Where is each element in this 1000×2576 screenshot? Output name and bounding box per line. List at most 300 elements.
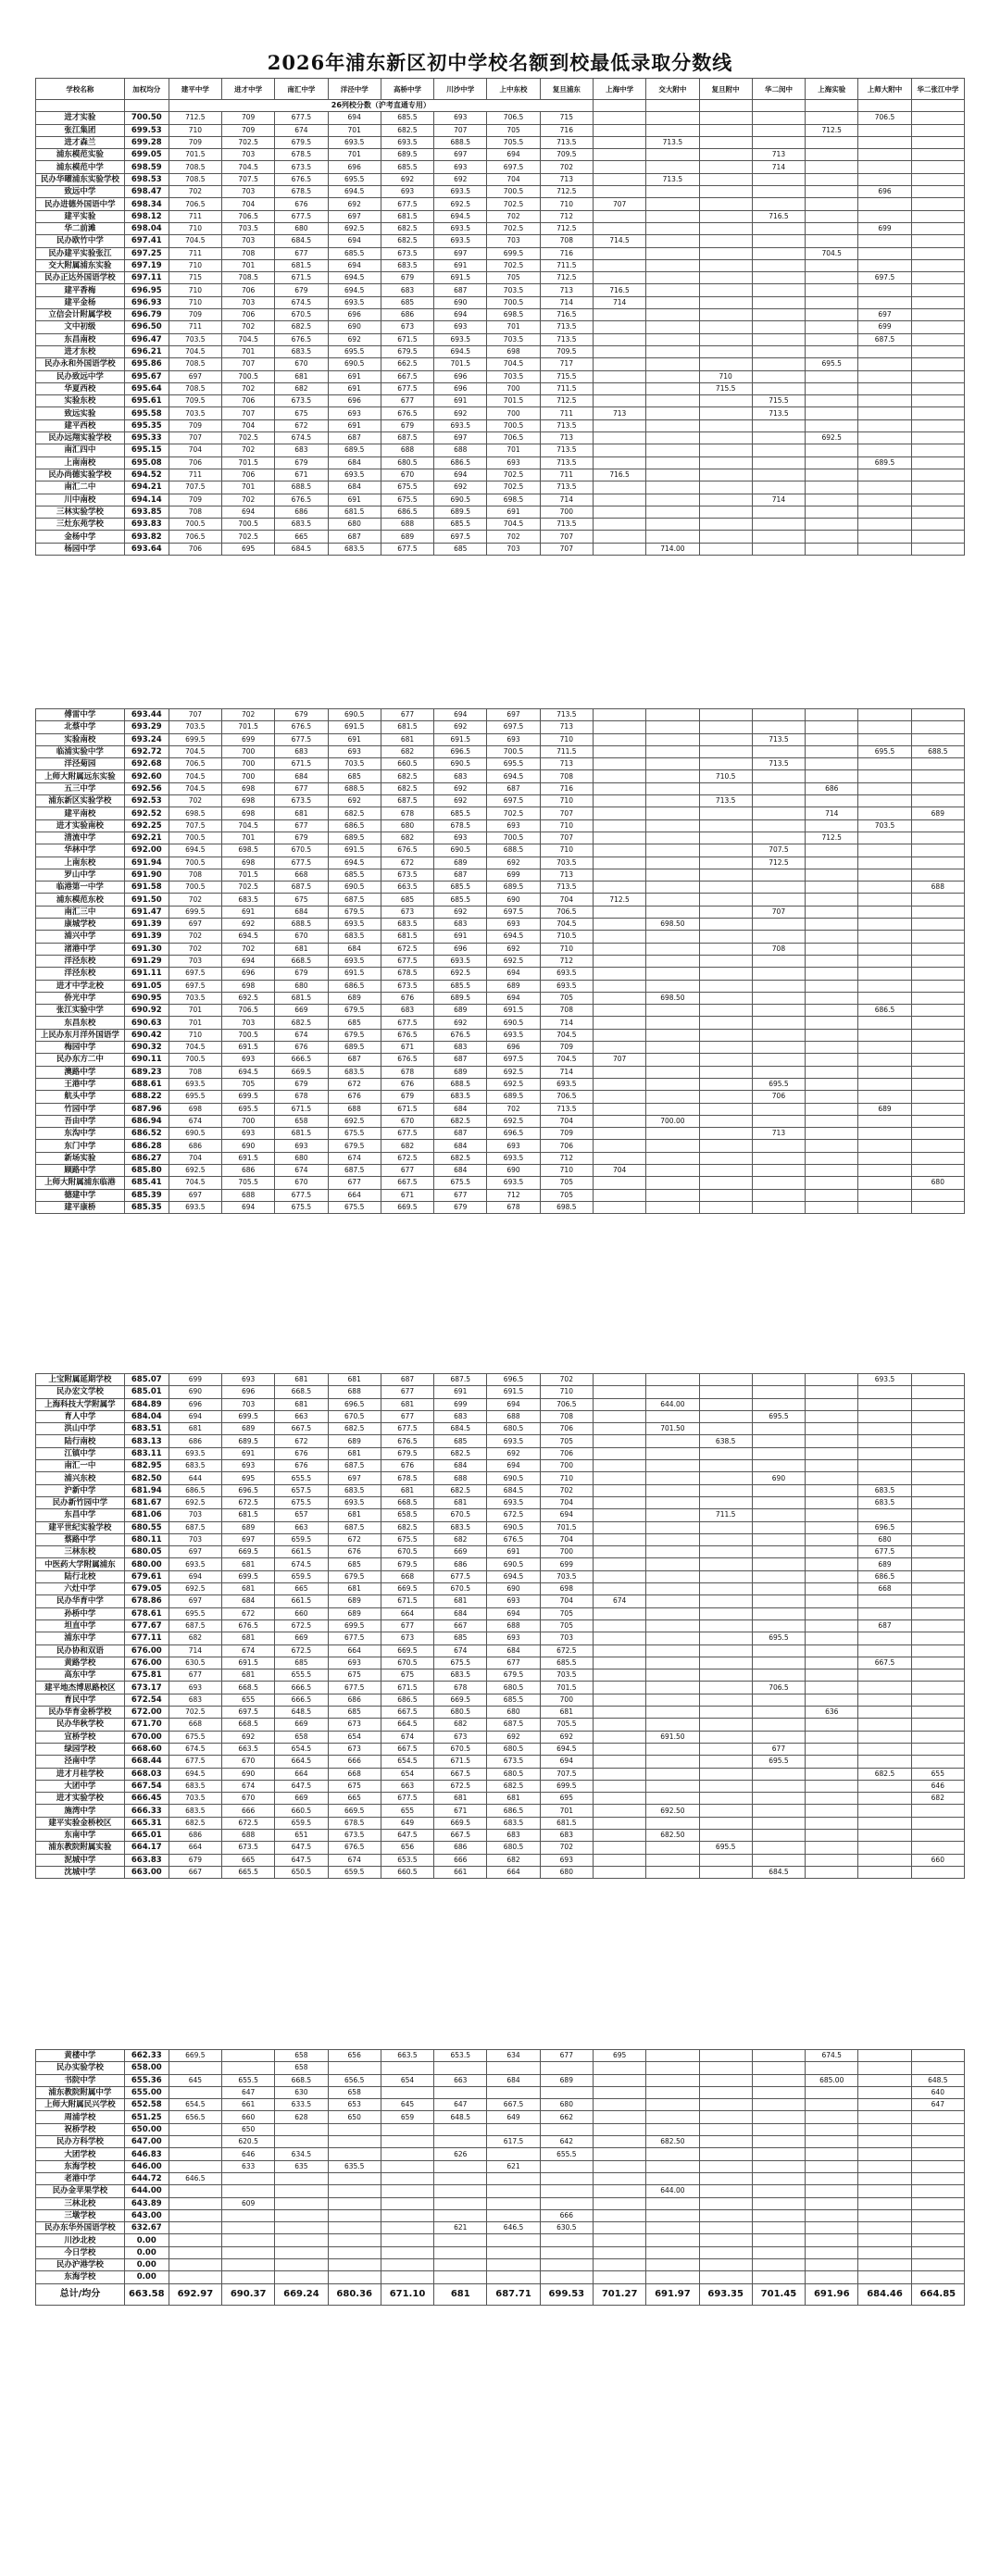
- school-name: 建平南校: [36, 807, 125, 819]
- table-row: [36, 1509, 965, 1521]
- min-score-cell: [646, 1164, 699, 1176]
- min-score-cell: 687.5: [858, 333, 911, 345]
- min-score-cell: 645: [169, 2074, 221, 2086]
- min-score-cell: [806, 1460, 858, 1472]
- min-score-cell: 658: [275, 2062, 328, 2074]
- min-score-cell: [646, 1042, 699, 1054]
- min-score-cell: [593, 955, 645, 967]
- school-name: 宣桥学校: [36, 1731, 125, 1743]
- min-score-cell: 706.5: [752, 1682, 805, 1694]
- min-score-cell: 689: [222, 1521, 275, 1533]
- min-score-cell: [646, 1780, 699, 1792]
- min-score-cell: [699, 2111, 752, 2123]
- min-score-cell: [593, 2185, 645, 2197]
- min-score-cell: [858, 1756, 911, 1768]
- min-score-cell: [858, 1066, 911, 1078]
- min-score-cell: 703.5: [540, 1570, 593, 1582]
- min-score-cell: [911, 272, 964, 284]
- min-score-cell: [646, 807, 699, 819]
- min-score-cell: 700: [540, 1460, 593, 1472]
- table-row: [36, 1484, 965, 1496]
- min-score-cell: 681: [328, 1447, 381, 1459]
- min-score-cell: 713: [752, 1128, 805, 1140]
- weighted-average: 699.53: [124, 124, 169, 136]
- min-score-cell: 712.5: [169, 112, 221, 124]
- min-score-cell: [911, 235, 964, 247]
- min-score-cell: [275, 2234, 328, 2246]
- min-score-cell: [593, 1854, 645, 1866]
- min-score-cell: 676: [275, 1042, 328, 1054]
- min-score-cell: 675.5: [434, 1177, 487, 1189]
- min-score-cell: [858, 395, 911, 407]
- min-score-cell: 677.5: [275, 1189, 328, 1201]
- min-score-cell: 683: [434, 1042, 487, 1054]
- min-score-cell: 644.00: [646, 2185, 699, 2197]
- min-score-cell: 674: [434, 1644, 487, 1657]
- min-score-cell: [646, 1842, 699, 1854]
- min-score-cell: [646, 333, 699, 345]
- min-score-cell: 677.5: [275, 112, 328, 124]
- min-score-cell: [434, 2197, 487, 2209]
- weighted-average: 691.39: [124, 919, 169, 931]
- min-score-cell: 678.5: [381, 1472, 433, 1484]
- min-score-cell: [699, 2086, 752, 2098]
- min-score-cell: [752, 1644, 805, 1657]
- min-score-cell: 702: [169, 931, 221, 943]
- min-score-cell: 674.5: [806, 2050, 858, 2062]
- table-row: [36, 2222, 965, 2234]
- table-row: [36, 235, 965, 247]
- min-score-cell: 677: [275, 247, 328, 259]
- min-score-cell: [752, 2185, 805, 2197]
- column-header: 高桥中学: [381, 79, 433, 100]
- min-score-cell: 697: [487, 709, 540, 721]
- min-score-cell: 696: [328, 309, 381, 321]
- min-score-cell: [858, 296, 911, 308]
- school-name: 侨光中学: [36, 992, 125, 1004]
- min-score-cell: 706.5: [169, 758, 221, 770]
- min-score-cell: 707: [752, 906, 805, 918]
- school-name: 张江集团: [36, 124, 125, 136]
- min-score-cell: 678.5: [381, 968, 433, 980]
- min-score-cell: 678.5: [328, 1817, 381, 1829]
- table-row: [36, 1854, 965, 1866]
- weighted-average: 695.64: [124, 382, 169, 394]
- min-score-cell: [752, 1570, 805, 1582]
- min-score-cell: [699, 419, 752, 431]
- weighted-average: 691.47: [124, 906, 169, 918]
- min-score-cell: 713.5: [540, 444, 593, 456]
- min-score-cell: 700.5: [487, 745, 540, 757]
- min-score-cell: [593, 1386, 645, 1398]
- min-score-cell: [646, 481, 699, 494]
- min-score-cell: [381, 2172, 433, 2184]
- min-score-cell: [646, 2271, 699, 2283]
- school-name: 泥城中学: [36, 1854, 125, 1866]
- min-score-cell: 688: [381, 444, 433, 456]
- min-score-cell: [381, 2062, 433, 2074]
- min-score-cell: [699, 2234, 752, 2246]
- min-score-cell: [487, 2123, 540, 2135]
- min-score-cell: [806, 992, 858, 1004]
- min-score-cell: [752, 819, 805, 832]
- min-score-cell: 689: [434, 1005, 487, 1017]
- min-score-cell: 681: [222, 1583, 275, 1595]
- min-score-cell: [858, 1854, 911, 1866]
- min-score-cell: 646.5: [487, 2222, 540, 2234]
- min-score-cell: 686: [169, 1140, 221, 1152]
- min-score-cell: [646, 531, 699, 543]
- min-score-cell: [752, 1533, 805, 1545]
- min-score-cell: [646, 709, 699, 721]
- weighted-average: 683.13: [124, 1435, 169, 1447]
- min-score-cell: 676.5: [381, 407, 433, 419]
- min-score-cell: [806, 2185, 858, 2197]
- min-score-cell: [911, 1595, 964, 1607]
- min-score-cell: 689: [911, 807, 964, 819]
- min-score-cell: 702: [487, 1103, 540, 1115]
- min-score-cell: [752, 2099, 805, 2111]
- min-score-cell: [646, 247, 699, 259]
- min-score-cell: 682.5: [381, 124, 433, 136]
- min-score-cell: 689.5: [858, 456, 911, 469]
- table-row: [36, 345, 965, 357]
- school-name: 建平实验: [36, 210, 125, 222]
- min-score-cell: [699, 1558, 752, 1570]
- min-score-cell: 681: [434, 1793, 487, 1805]
- min-score-cell: [222, 2259, 275, 2271]
- min-score-cell: 713: [540, 284, 593, 296]
- table-row: [36, 272, 965, 284]
- table-row: [36, 2050, 965, 2062]
- min-score-cell: 679.5: [381, 1558, 433, 1570]
- min-score-cell: [593, 186, 645, 198]
- min-score-cell: 701: [328, 124, 381, 136]
- min-score-cell: 682.5: [381, 235, 433, 247]
- weighted-average: 692.00: [124, 844, 169, 857]
- min-score-cell: 708: [540, 1410, 593, 1422]
- min-score-cell: 646: [911, 1780, 964, 1792]
- min-score-cell: 712: [487, 1189, 540, 1201]
- min-score-cell: [752, 1619, 805, 1632]
- min-score-cell: [752, 284, 805, 296]
- min-score-cell: [593, 1177, 645, 1189]
- min-score-cell: [646, 2062, 699, 2074]
- min-score-cell: 651: [275, 1829, 328, 1841]
- min-score-cell: 706: [540, 1140, 593, 1152]
- min-score-cell: 693: [328, 1657, 381, 1669]
- min-score-cell: 663: [275, 1521, 328, 1533]
- min-score-cell: 676.5: [275, 721, 328, 733]
- min-score-cell: [806, 1768, 858, 1780]
- min-score-cell: 696: [222, 968, 275, 980]
- min-score-cell: [646, 506, 699, 518]
- min-score-cell: 697.5: [222, 1707, 275, 1719]
- table-row: [36, 2234, 965, 2246]
- min-score-cell: 698: [487, 345, 540, 357]
- weighted-average: 695.15: [124, 444, 169, 456]
- min-score-cell: [593, 2086, 645, 2098]
- min-score-cell: [752, 1201, 805, 1213]
- table-row: [36, 210, 965, 222]
- min-score-cell: [752, 1054, 805, 1066]
- min-score-cell: 667.5: [858, 1657, 911, 1669]
- school-name: 浦东模范东校: [36, 894, 125, 906]
- min-score-cell: 665: [222, 1854, 275, 1866]
- table-row: [36, 733, 965, 745]
- table-row: [36, 247, 965, 259]
- table-row: [36, 1005, 965, 1017]
- min-score-cell: [699, 2148, 752, 2160]
- total-average: 699.53: [540, 2283, 593, 2305]
- min-score-cell: 694: [222, 506, 275, 518]
- min-score-cell: [911, 894, 964, 906]
- min-score-cell: 713.5: [752, 733, 805, 745]
- table-row: [36, 819, 965, 832]
- min-score-cell: [540, 2086, 593, 2098]
- total-average: 663.58: [124, 2283, 169, 2305]
- min-score-cell: 664: [328, 1644, 381, 1657]
- min-score-cell: [593, 782, 645, 794]
- min-score-cell: 710: [169, 1029, 221, 1041]
- min-score-cell: [911, 1657, 964, 1669]
- weighted-average: 686.28: [124, 1140, 169, 1152]
- min-score-cell: [540, 2062, 593, 2074]
- min-score-cell: [646, 1743, 699, 1755]
- min-score-cell: [911, 1017, 964, 1029]
- school-name: 民办进德外国语中学: [36, 198, 125, 210]
- min-score-cell: 667.5: [381, 370, 433, 382]
- min-score-cell: 707: [540, 807, 593, 819]
- min-score-cell: 683.5: [169, 1460, 221, 1472]
- min-score-cell: [911, 1103, 964, 1115]
- min-score-cell: 710: [169, 296, 221, 308]
- school-name: 民办华秋学校: [36, 1719, 125, 1731]
- min-score-cell: [806, 1435, 858, 1447]
- min-score-cell: [699, 1619, 752, 1632]
- min-score-cell: [752, 2123, 805, 2135]
- min-score-cell: [752, 382, 805, 394]
- min-score-cell: [752, 358, 805, 370]
- min-score-cell: 688.5: [275, 481, 328, 494]
- min-score-cell: 658.5: [381, 1509, 433, 1521]
- min-score-cell: [752, 721, 805, 733]
- min-score-cell: 660.5: [381, 1866, 433, 1878]
- min-score-cell: [646, 819, 699, 832]
- min-score-cell: [858, 1042, 911, 1054]
- min-score-cell: 659: [381, 2111, 433, 2123]
- min-score-cell: 716: [540, 247, 593, 259]
- min-score-cell: [911, 992, 964, 1004]
- min-score-cell: [646, 1607, 699, 1619]
- min-score-cell: 714.00: [646, 543, 699, 555]
- min-score-cell: 701: [222, 481, 275, 494]
- min-score-cell: 692: [434, 795, 487, 807]
- school-name: 金杨中学: [36, 531, 125, 543]
- min-score-cell: 675.5: [434, 1657, 487, 1669]
- min-score-cell: [806, 1398, 858, 1410]
- table-row: [36, 1694, 965, 1706]
- table-row: [36, 296, 965, 308]
- weighted-average: 668.60: [124, 1743, 169, 1755]
- min-score-cell: [646, 1017, 699, 1029]
- min-score-cell: [593, 2197, 645, 2209]
- min-score-cell: 703.5: [169, 407, 221, 419]
- min-score-cell: [699, 1669, 752, 1682]
- blank-cell: [646, 100, 699, 112]
- min-score-cell: [593, 345, 645, 357]
- school-name: 航头中学: [36, 1091, 125, 1103]
- min-score-cell: 706.5: [540, 1091, 593, 1103]
- min-score-cell: 685.5: [434, 980, 487, 992]
- column-header: 交大附中: [646, 79, 699, 100]
- min-score-cell: 701: [540, 1805, 593, 1817]
- min-score-cell: 677.5: [434, 1570, 487, 1582]
- min-score-cell: 693: [222, 1374, 275, 1386]
- min-score-cell: 694.5: [222, 1066, 275, 1078]
- min-score-cell: [858, 2197, 911, 2209]
- min-score-cell: 675.5: [328, 1201, 381, 1213]
- weighted-average: 681.94: [124, 1484, 169, 1496]
- weighted-average: 688.22: [124, 1091, 169, 1103]
- min-score-cell: 697.5: [487, 721, 540, 733]
- min-score-cell: [806, 309, 858, 321]
- min-score-cell: [593, 943, 645, 955]
- min-score-cell: 694: [222, 955, 275, 967]
- min-score-cell: 682: [381, 832, 433, 844]
- school-name: 民办永和外国语学校: [36, 358, 125, 370]
- min-score-cell: 681: [328, 1583, 381, 1595]
- min-score-cell: [858, 1866, 911, 1878]
- school-name: 实验东校: [36, 395, 125, 407]
- min-score-cell: [699, 1140, 752, 1152]
- min-score-cell: 679: [275, 456, 328, 469]
- table-row: [36, 906, 965, 918]
- min-score-cell: [911, 1682, 964, 1694]
- min-score-cell: [752, 1189, 805, 1201]
- min-score-cell: [752, 1152, 805, 1164]
- min-score-cell: 682.5: [434, 1152, 487, 1164]
- weighted-average: 672.00: [124, 1707, 169, 1719]
- min-score-cell: 694.5: [169, 844, 221, 857]
- min-score-cell: 703: [169, 1509, 221, 1521]
- min-score-cell: 687: [434, 869, 487, 881]
- min-score-cell: [752, 432, 805, 444]
- min-score-cell: 712.5: [540, 222, 593, 234]
- total-average: 692.97: [169, 2283, 221, 2305]
- min-score-cell: 669: [275, 1719, 328, 1731]
- min-score-cell: [699, 1657, 752, 1669]
- min-score-cell: [487, 2197, 540, 2209]
- min-score-cell: 705.5: [222, 1177, 275, 1189]
- min-score-cell: [752, 1854, 805, 1866]
- table-row: [36, 1374, 965, 1386]
- min-score-cell: 665: [275, 1583, 328, 1595]
- min-score-cell: [752, 456, 805, 469]
- min-score-cell: [911, 1201, 964, 1213]
- min-score-cell: 677: [169, 1669, 221, 1682]
- min-score-cell: 701: [222, 345, 275, 357]
- min-score-cell: [593, 1460, 645, 1472]
- min-score-cell: [911, 1115, 964, 1127]
- min-score-cell: 693: [222, 1460, 275, 1472]
- min-score-cell: 676.5: [434, 1029, 487, 1041]
- min-score-cell: 700: [540, 1546, 593, 1558]
- min-score-cell: 666: [434, 1854, 487, 1866]
- min-score-cell: [858, 2050, 911, 2062]
- min-score-cell: 666: [328, 1756, 381, 1768]
- min-score-cell: 689: [540, 2074, 593, 2086]
- min-score-cell: 699.5: [169, 906, 221, 918]
- min-score-cell: [593, 1607, 645, 1619]
- min-score-cell: 695.5: [752, 1756, 805, 1768]
- min-score-cell: [752, 1029, 805, 1041]
- min-score-cell: 710: [540, 1472, 593, 1484]
- min-score-cell: [806, 1472, 858, 1484]
- weighted-average: 692.52: [124, 807, 169, 819]
- min-score-cell: [806, 444, 858, 456]
- min-score-cell: [911, 519, 964, 531]
- min-score-cell: [752, 198, 805, 210]
- table-row: [36, 1078, 965, 1090]
- min-score-cell: [593, 1017, 645, 1029]
- min-score-cell: 660.5: [275, 1805, 328, 1817]
- min-score-cell: [752, 1793, 805, 1805]
- min-score-cell: [806, 259, 858, 271]
- school-name: 六灶中学: [36, 1583, 125, 1595]
- min-score-cell: [699, 444, 752, 456]
- min-score-cell: 683.5: [381, 259, 433, 271]
- min-score-cell: 684: [222, 1595, 275, 1607]
- min-score-cell: [911, 1484, 964, 1496]
- min-score-cell: 696.5: [487, 1128, 540, 1140]
- blank-cell: [858, 100, 911, 112]
- min-score-cell: 674.5: [275, 1558, 328, 1570]
- min-score-cell: [911, 1398, 964, 1410]
- min-score-cell: 685: [434, 1435, 487, 1447]
- min-score-cell: [699, 186, 752, 198]
- min-score-cell: [911, 444, 964, 456]
- min-score-cell: 690.5: [487, 1558, 540, 1570]
- min-score-cell: [911, 1805, 964, 1817]
- min-score-cell: 675: [275, 407, 328, 419]
- min-score-cell: [699, 1496, 752, 1508]
- min-score-cell: [699, 1829, 752, 1841]
- min-score-cell: 688.5: [434, 136, 487, 148]
- min-score-cell: 713: [540, 758, 593, 770]
- min-score-cell: [858, 1817, 911, 1829]
- min-score-cell: 697.5: [487, 906, 540, 918]
- min-score-cell: [858, 2148, 911, 2160]
- min-score-cell: 636: [806, 1707, 858, 1719]
- min-score-cell: [858, 894, 911, 906]
- table-row: [36, 1054, 965, 1066]
- weighted-average: 685.35: [124, 1201, 169, 1213]
- min-score-cell: 633.5: [275, 2099, 328, 2111]
- min-score-cell: 675.5: [169, 1731, 221, 1743]
- min-score-cell: [593, 795, 645, 807]
- min-score-cell: [911, 1558, 964, 1570]
- min-score-cell: 694: [222, 1201, 275, 1213]
- min-score-cell: 676.5: [275, 494, 328, 506]
- min-score-cell: 700.5: [169, 882, 221, 894]
- min-score-cell: [699, 2160, 752, 2172]
- min-score-cell: [752, 1423, 805, 1435]
- min-score-cell: [646, 1632, 699, 1644]
- min-score-cell: [646, 832, 699, 844]
- min-score-cell: [222, 2062, 275, 2074]
- min-score-cell: 702.5: [487, 259, 540, 271]
